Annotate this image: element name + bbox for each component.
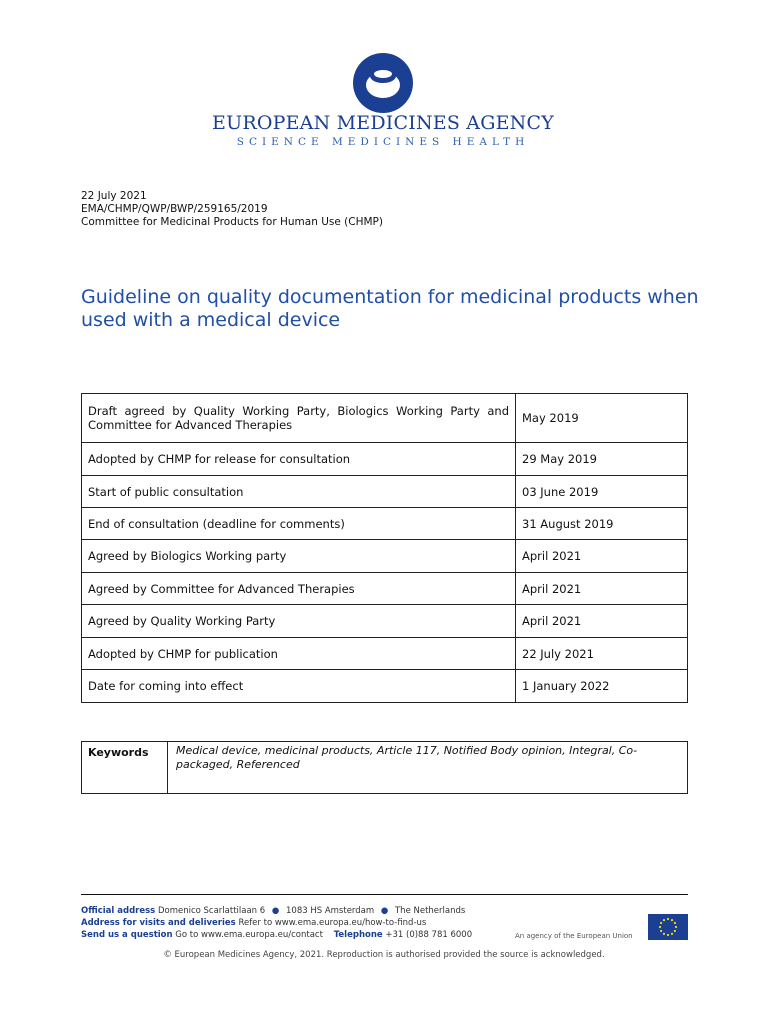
footer-contact	[81, 905, 472, 941]
table-row	[82, 638, 688, 670]
official-address-line	[81, 905, 472, 917]
table-row	[82, 443, 688, 476]
keywords-label: Keywords	[82, 742, 168, 793]
milestone-date: 31 August 2019	[516, 508, 688, 540]
visits-line	[81, 917, 472, 929]
agency-tagline: SCIENCE MEDICINES HEALTH	[236, 136, 530, 148]
milestones-table	[81, 393, 688, 703]
table-row	[82, 605, 688, 638]
question-label: Send us a question	[81, 930, 173, 940]
table-row	[82, 573, 688, 605]
milestone-date: 1 January 2022	[516, 670, 688, 703]
ema-logo	[200, 14, 566, 190]
milestone-date: 03 June 2019	[516, 476, 688, 508]
copyright-notice: © European Medicines Agency, 2021. Reproduction is authorised provided the source is acknowledged.	[163, 950, 605, 960]
milestone-date: April 2021	[516, 573, 688, 605]
bullet-icon: ●	[380, 906, 389, 916]
milestone-label: Agreed by Quality Working Party	[82, 605, 516, 638]
contact-link[interactable]: Go to www.ema.europa.eu/contact	[175, 930, 323, 940]
country: The Netherlands	[394, 906, 466, 916]
agency-name: EUROPEAN MEDICINES AGENCY	[212, 112, 554, 134]
postcode: 1083 HS Amsterdam	[286, 906, 375, 916]
document-reference: EMA/CHMP/QWP/BWP/259165/2019	[81, 203, 268, 215]
contact-line	[81, 929, 472, 941]
document-meta	[81, 190, 383, 229]
eu-flag-icon	[648, 914, 688, 940]
table-row	[82, 540, 688, 573]
committee-name: Committee for Medicinal Products for Human Use (CHMP)	[81, 216, 383, 228]
milestone-label: Adopted by CHMP for publication	[82, 638, 516, 670]
milestone-label: End of consultation (deadline for comments)	[82, 508, 516, 540]
milestone-date: April 2021	[516, 605, 688, 638]
milestone-label: Agreed by Biologics Working party	[82, 540, 516, 573]
milestone-label: Adopted by CHMP for release for consultation	[82, 443, 516, 476]
telephone-label: Telephone	[333, 930, 383, 940]
official-address-label: Official address	[81, 906, 156, 916]
milestone-date: 22 July 2021	[516, 638, 688, 670]
visits-link[interactable]: Refer to www.ema.europa.eu/how-to-find-us	[238, 918, 427, 928]
bullet-icon: ●	[271, 906, 280, 916]
milestone-date: April 2021	[516, 540, 688, 573]
ema-emblem-icon	[352, 52, 414, 114]
milestone-date: 29 May 2019	[516, 443, 688, 476]
milestone-label: Start of public consultation	[82, 476, 516, 508]
document-date: 22 July 2021	[81, 190, 147, 202]
table-row	[82, 670, 688, 703]
milestone-label: Date for coming into effect	[82, 670, 516, 703]
telephone-number: +31 (0)88 781 6000	[385, 930, 473, 940]
table-row	[82, 508, 688, 540]
table-row	[82, 476, 688, 508]
document-title: Guideline on quality documentation for medicinal products when used with a medical device	[81, 286, 699, 331]
eu-agency-note: An agency of the European Union	[515, 932, 633, 940]
footer-divider	[81, 894, 688, 895]
keywords-text: Medical device, medicinal products, Article 117, Notified Body opinion, Integral, Co-packaged, Referenced	[176, 744, 638, 771]
street: Domenico Scarlattilaan 6	[157, 906, 266, 916]
table-row	[82, 394, 688, 443]
milestone-label: Draft agreed by Quality Working Party, Biologics Working Party and Committee for Advanced Therapies	[82, 394, 516, 443]
milestone-label: Agreed by Committee for Advanced Therapies	[82, 573, 516, 605]
keywords-box	[81, 741, 688, 794]
visits-label: Address for visits and deliveries	[81, 918, 236, 928]
milestone-date: May 2019	[516, 394, 688, 443]
